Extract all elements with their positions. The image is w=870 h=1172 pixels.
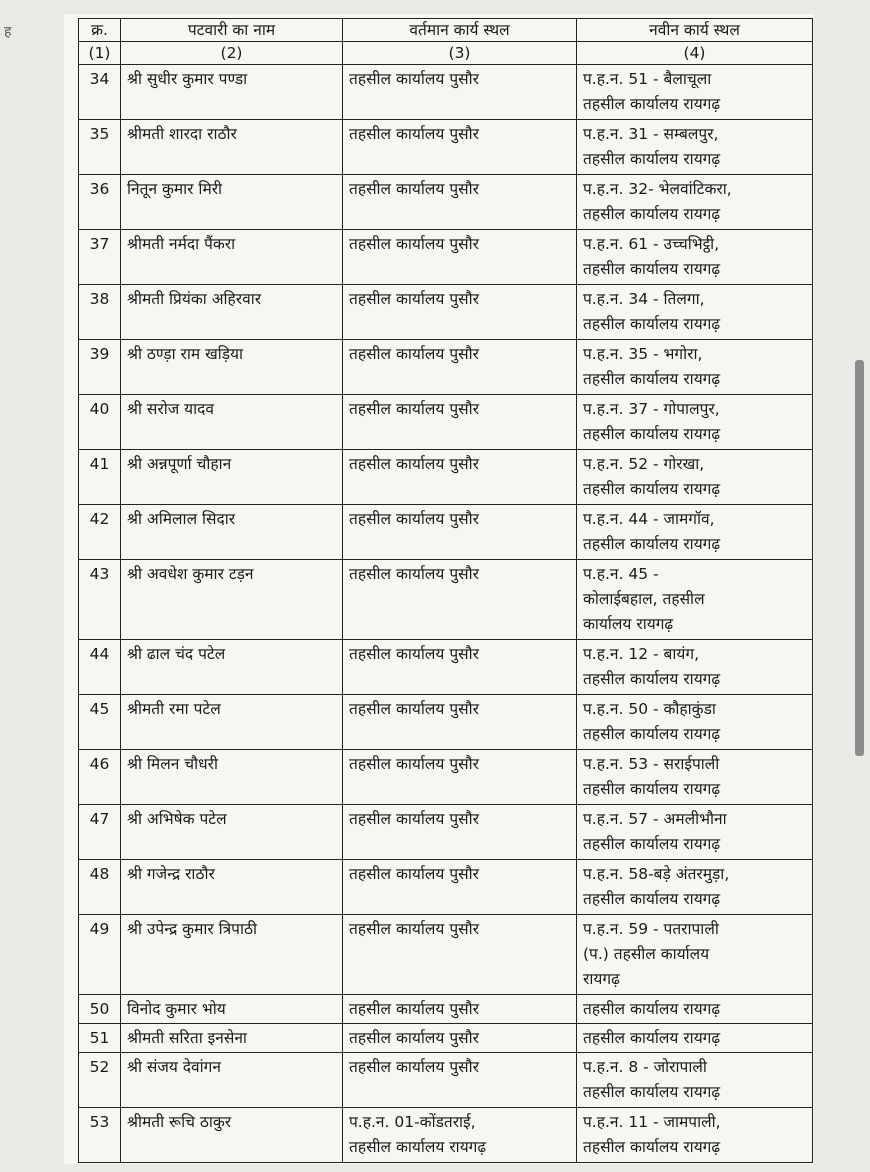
- new-post: प.ह.न. 35 - भगोरा, तहसील कार्यालय रायगढ़: [577, 340, 813, 395]
- patwari-name: श्री ढाल चंद पटेल: [121, 640, 343, 695]
- serial-number: 51: [79, 1024, 121, 1053]
- new-post: प.ह.न. 32- भेलवांटिकरा, तहसील कार्यालय रायगढ़: [577, 175, 813, 230]
- patwari-name: श्री अवधेश कुमार टड़न: [121, 560, 343, 640]
- current-post: तहसील कार्यालय पुसौर: [343, 505, 577, 560]
- current-post: तहसील कार्यालय पुसौर: [343, 695, 577, 750]
- col-number: (1): [79, 42, 121, 65]
- patwari-name: श्रीमती प्रियंका अहिरवार: [121, 285, 343, 340]
- serial-number: 45: [79, 695, 121, 750]
- current-post: तहसील कार्यालय पुसौर: [343, 1053, 577, 1108]
- current-post: तहसील कार्यालय पुसौर: [343, 450, 577, 505]
- patwari-name: श्री सुधीर कुमार पण्डा: [121, 65, 343, 120]
- new-post: तहसील कार्यालय रायगढ़: [577, 1024, 813, 1053]
- current-post: तहसील कार्यालय पुसौर: [343, 120, 577, 175]
- table-row: [79, 1024, 813, 1053]
- table-row: [79, 340, 813, 395]
- new-post: प.ह.न. 51 - बैलाचूला तहसील कार्यालय रायगढ़: [577, 65, 813, 120]
- current-post: प.ह.न. 01-कोंडतराई, तहसील कार्यालय रायगढ़: [343, 1108, 577, 1163]
- current-post: तहसील कार्यालय पुसौर: [343, 805, 577, 860]
- table-row: [79, 995, 813, 1024]
- current-post: तहसील कार्यालय पुसौर: [343, 750, 577, 805]
- patwari-name: श्रीमती रमा पटेल: [121, 695, 343, 750]
- patwari-name: श्रीमती रूचि ठाकुर: [121, 1108, 343, 1163]
- current-post: तहसील कार्यालय पुसौर: [343, 285, 577, 340]
- patwari-name: श्री अभिषेक पटेल: [121, 805, 343, 860]
- header-current-post: वर्तमान कार्य स्थल: [343, 19, 577, 42]
- col-number: (3): [343, 42, 577, 65]
- new-post: प.ह.न. 52 - गोरखा, तहसील कार्यालय रायगढ़: [577, 450, 813, 505]
- serial-number: 44: [79, 640, 121, 695]
- current-post: तहसील कार्यालय पुसौर: [343, 995, 577, 1024]
- scrollbar[interactable]: [855, 360, 864, 756]
- serial-number: 40: [79, 395, 121, 450]
- serial-number: 47: [79, 805, 121, 860]
- serial-number: 52: [79, 1053, 121, 1108]
- table-row: [79, 805, 813, 860]
- new-post: प.ह.न. 37 - गोपालपुर, तहसील कार्यालय रायगढ़: [577, 395, 813, 450]
- patwari-name: नितून कुमार मिरी: [121, 175, 343, 230]
- current-post: तहसील कार्यालय पुसौर: [343, 1024, 577, 1053]
- patwari-name: श्री मिलन चौधरी: [121, 750, 343, 805]
- patwari-name: श्री अमिलाल सिदार: [121, 505, 343, 560]
- new-post: प.ह.न. 58-बड़े अंतरमुड़ा, तहसील कार्यालय रायगढ़: [577, 860, 813, 915]
- table-row: [79, 230, 813, 285]
- serial-number: 35: [79, 120, 121, 175]
- serial-number: 48: [79, 860, 121, 915]
- patwari-name: श्रीमती नर्मदा पैंकरा: [121, 230, 343, 285]
- new-post: प.ह.न. 8 - जोरापाली तहसील कार्यालय रायगढ़: [577, 1053, 813, 1108]
- current-post: तहसील कार्यालय पुसौर: [343, 175, 577, 230]
- table-row: [79, 395, 813, 450]
- new-post: प.ह.न. 50 - कौहाकुंडा तहसील कार्यालय रायगढ़: [577, 695, 813, 750]
- serial-number: 49: [79, 915, 121, 995]
- serial-number: 46: [79, 750, 121, 805]
- current-post: तहसील कार्यालय पुसौर: [343, 65, 577, 120]
- table-row: [79, 1108, 813, 1163]
- serial-number: 41: [79, 450, 121, 505]
- current-post: तहसील कार्यालय पुसौर: [343, 560, 577, 640]
- table-row: [79, 285, 813, 340]
- table-body: [79, 65, 813, 1163]
- new-post: प.ह.न. 45 - कोलाईबहाल, तहसील कार्यालय रायगढ़: [577, 560, 813, 640]
- current-post: तहसील कार्यालय पुसौर: [343, 640, 577, 695]
- table-row: [79, 750, 813, 805]
- table-row: [79, 1053, 813, 1108]
- current-post: तहसील कार्यालय पुसौर: [343, 340, 577, 395]
- current-post: तहसील कार्यालय पुसौर: [343, 230, 577, 285]
- serial-number: 53: [79, 1108, 121, 1163]
- table-row: [79, 175, 813, 230]
- serial-number: 37: [79, 230, 121, 285]
- patwari-name: श्री अन्नपूर्णा चौहान: [121, 450, 343, 505]
- column-number-row: [79, 42, 813, 65]
- table-row: [79, 505, 813, 560]
- serial-number: 43: [79, 560, 121, 640]
- new-post: प.ह.न. 53 - सराईपाली तहसील कार्यालय रायगढ़: [577, 750, 813, 805]
- table-row: [79, 65, 813, 120]
- new-post: प.ह.न. 31 - सम्बलपुर, तहसील कार्यालय रायगढ़: [577, 120, 813, 175]
- header-row: [79, 19, 813, 42]
- new-post: प.ह.न. 59 - पतरापाली (प.) तहसील कार्यालय रायगढ़: [577, 915, 813, 995]
- patwari-name: श्रीमती सरिता इनसेना: [121, 1024, 343, 1053]
- margin-mark: ह: [4, 24, 12, 40]
- new-post: प.ह.न. 44 - जामगॉव, तहसील कार्यालय रायगढ़: [577, 505, 813, 560]
- patwari-name: श्री गजेन्द्र राठौर: [121, 860, 343, 915]
- patwari-name: श्री सरोज यादव: [121, 395, 343, 450]
- new-post: प.ह.न. 34 - तिलगा, तहसील कार्यालय रायगढ़: [577, 285, 813, 340]
- transfer-table: [78, 18, 813, 1163]
- serial-number: 50: [79, 995, 121, 1024]
- patwari-name: श्री ठण्ड़ा राम खड़िया: [121, 340, 343, 395]
- patwari-name: श्री संजय देवांगन: [121, 1053, 343, 1108]
- header-patwari-name: पटवारी का नाम: [121, 19, 343, 42]
- col-number: (4): [577, 42, 813, 65]
- new-post: प.ह.न. 57 - अमलीभौना तहसील कार्यालय रायगढ़: [577, 805, 813, 860]
- serial-number: 38: [79, 285, 121, 340]
- serial-number: 34: [79, 65, 121, 120]
- col-number: (2): [121, 42, 343, 65]
- table-row: [79, 695, 813, 750]
- table-row: [79, 120, 813, 175]
- table-row: [79, 915, 813, 995]
- table-row: [79, 450, 813, 505]
- new-post: प.ह.न. 12 - बायंग, तहसील कार्यालय रायगढ़: [577, 640, 813, 695]
- current-post: तहसील कार्यालय पुसौर: [343, 860, 577, 915]
- table-row: [79, 860, 813, 915]
- current-post: तहसील कार्यालय पुसौर: [343, 395, 577, 450]
- serial-number: 36: [79, 175, 121, 230]
- table-row: [79, 640, 813, 695]
- table-row: [79, 560, 813, 640]
- header-serial: क्र.: [79, 19, 121, 42]
- patwari-name: विनोद कुमार भोय: [121, 995, 343, 1024]
- serial-number: 42: [79, 505, 121, 560]
- new-post: तहसील कार्यालय रायगढ़: [577, 995, 813, 1024]
- new-post: प.ह.न. 61 - उच्चभिट्ठी, तहसील कार्यालय रायगढ़: [577, 230, 813, 285]
- patwari-name: श्रीमती शारदा राठौर: [121, 120, 343, 175]
- serial-number: 39: [79, 340, 121, 395]
- new-post: प.ह.न. 11 - जामपाली, तहसील कार्यालय रायगढ़: [577, 1108, 813, 1163]
- header-new-post: नवीन कार्य स्थल: [577, 19, 813, 42]
- patwari-name: श्री उपेन्द्र कुमार त्रिपाठी: [121, 915, 343, 995]
- current-post: तहसील कार्यालय पुसौर: [343, 915, 577, 995]
